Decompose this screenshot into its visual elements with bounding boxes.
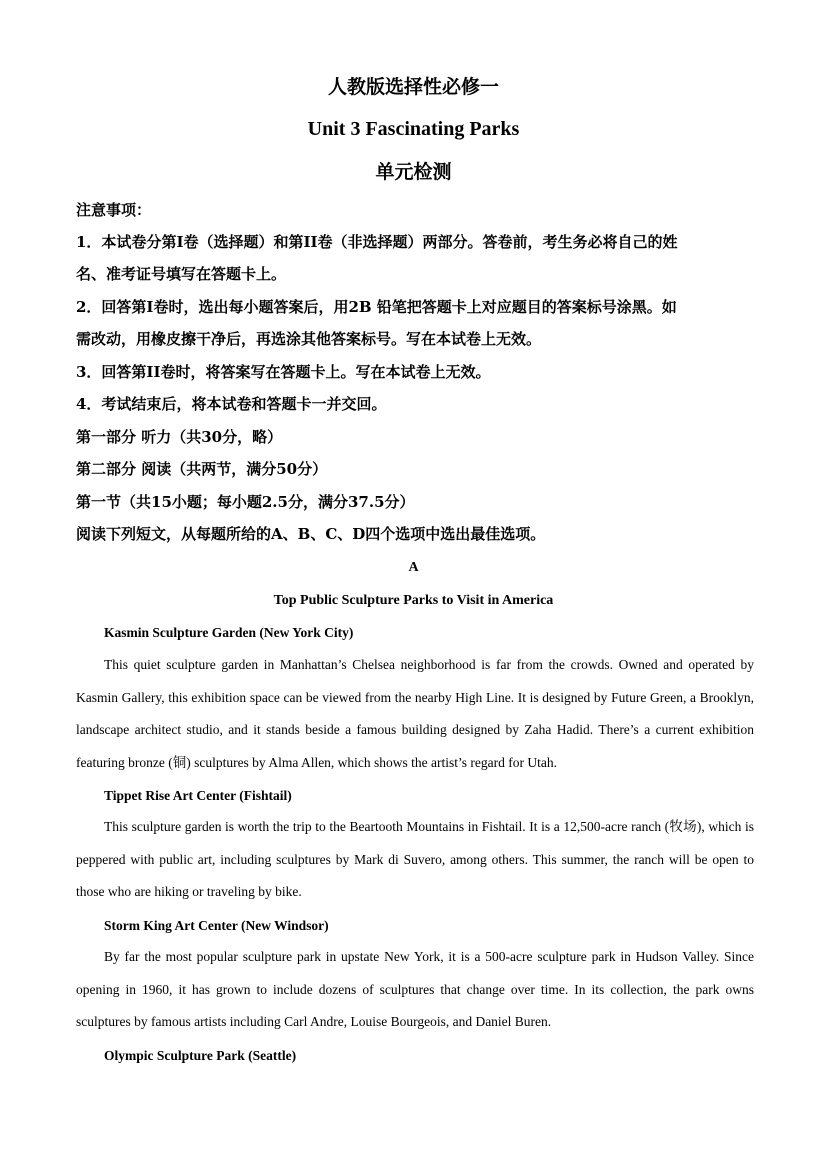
section-one: 第一节（共15小题；每小题2.5分，满分37.5分） xyxy=(76,493,415,511)
note-item-2b: 需改动，用橡皮擦干净后，再选涂其他答案标号。写在本试卷上无效。 xyxy=(76,330,542,348)
park-heading: Storm King Art Center (New Windsor) xyxy=(104,918,329,933)
part-listening: 第一部分 听力（共30分，略） xyxy=(76,428,283,446)
park-description: This sculpture garden is worth the trip to the Beartooth Mountains in Fishtail. It is a 12,500-acre ranch (牧场), which is peppered with public art, including sculptures by Mark di Suvero, among others. This summer, the ranch will be open to those who are hiking or traveling by bike. xyxy=(76,819,754,899)
park-heading: Olympic Sculpture Park (Seattle) xyxy=(104,1048,297,1063)
reading-instruction: 阅读下列短文，从每题所给的A、B、C、D四个选项中选出最佳选项。 xyxy=(76,525,546,543)
passage-label: A xyxy=(408,560,419,575)
part-reading: 第二部分 阅读（共两节，满分50分） xyxy=(76,460,328,478)
note-item-4: 4．考试结束后，将本试卷和答题卡一并交回。 xyxy=(76,395,387,413)
title-unit: Unit 3 Fascinating Parks xyxy=(307,118,520,140)
note-item-1a: 1．本试卷分第I卷（选择题）和第II卷（非选择题）两部分。答卷前，考生务必将自己的姓 xyxy=(76,233,678,251)
note-item-2a: 2．回答第I卷时，选出每小题答案后，用2B 铅笔把答题卡上对应题目的答案标号涂黑。如 xyxy=(76,298,677,316)
note-item-3: 3．回答第II卷时，将答案写在答题卡上。写在本试卷上无效。 xyxy=(76,363,491,381)
park-heading: Tippet Rise Art Center (Fishtail) xyxy=(104,788,292,803)
notes-label: 注意事项： xyxy=(76,201,152,219)
park-description: This quiet sculpture garden in Manhattan’s Chelsea neighborhood is far from the crowds. Owned and operated by Kasmin Gallery, this exhibition space can be viewed from the nearby High Line. It is designed by Future Green, a Brooklyn, landscape architect studio, and it stands beside a famous building designed by Zaha Hadid. There’s a current exhibition featuring bronze (铜) sculptures by Alma Allen, which shows the artist’s regard for Utah. xyxy=(76,657,754,770)
title-textbook: 人教版选择性必修一 xyxy=(327,76,499,98)
passage-title: Top Public Sculpture Parks to Visit in America xyxy=(273,593,554,608)
title-test: 单元检测 xyxy=(375,161,452,183)
park-heading: Kasmin Sculpture Garden (New York City) xyxy=(104,625,354,640)
note-item-1b: 名、准考证号填写在答题卡上。 xyxy=(76,265,287,283)
park-description: By far the most popular sculpture park in upstate New York, it is a 500-acre sculpture park in Hudson Valley. Since opening in 1960, it has grown to include dozens of sculptures that change over time. In its collection, the park owns sculptures by famous artists including Carl Andre, Louise Bourgeois, and Daniel Buren. xyxy=(76,949,754,1029)
